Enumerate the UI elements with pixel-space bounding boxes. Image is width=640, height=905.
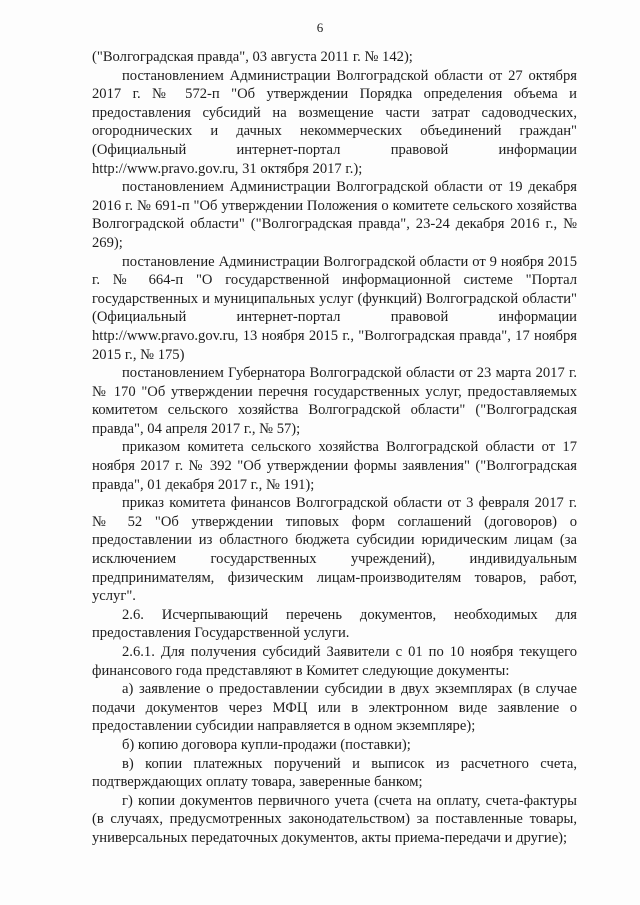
list-item-g: г) копии документов первичного учета (счета на оплату, счета-фактуры (в случаях, предусмотренных законодательством) за поставленные товары, универсальных передаточных документов, акты приема-передачи и другие);: [92, 792, 577, 846]
paragraph-governor-resolution-170: постановлением Губернатора Волгоградской области от 23 марта 2017 г. № 170 "Об утверждении перечня государственных услуг, предоставляемых комитетом сельского хозяйства Волгоградской области" ("Волгоградская правда", 04 апреля 2017 г., № 57);: [92, 365, 577, 437]
paragraph-source-citation: ("Волгоградская правда", 03 августа 2011 г. № 142);: [92, 49, 413, 65]
paragraph-order-52: приказ комитета финансов Волгоградской области от 3 февраля 2017 г. № 52 "Об утверждении типовых форм соглашений (договоров) о предоставлении из областного бюджета субсидии юридическим лицам (за исключением государственных учреждений), индивидуальным предпринимателям, физическим лицам-производителям товаров, работ, услуг".: [92, 495, 577, 605]
document-body: [92, 48, 577, 848]
list-item-v: в) копии платежных поручений и выписок из расчетного счета, подтверждающих оплату товара, заверенные банком;: [92, 755, 577, 791]
paragraph-section-2-6: 2.6. Исчерпывающий перечень документов, необходимых для предоставления Государственной услуги.: [92, 606, 577, 642]
paragraph-resolution-691: постановлением Администрации Волгоградской области от 19 декабря 2016 г. № 691-п "Об утверждении Положения о комитете сельского хозяйства Волгоградской области" ("Волгоградская правда", 23-24 декабря 2016 г., № 269);: [92, 179, 577, 251]
page-number: 6: [316, 20, 324, 35]
paragraph-resolution-572: постановлением Администрации Волгоградской области от 27 октября 2017 г. № 572-п "Об утверждении Порядка определения объема и предоставления субсидий на возмещение части затрат садоводческих, огороднических и дачных некоммерческих объединений граждан" (Официальный интернет-портал правовой информации http://www.pravo.gov.ru, 31 октября 2017 г.);: [92, 67, 577, 177]
paragraph-order-392: приказом комитета сельского хозяйства Волгоградской области от 17 ноября 2017 г. № 392 "Об утверждении формы заявления" ("Волгоградская правда", 01 декабря 2017 г., № 191);: [92, 439, 577, 493]
list-item-b: б) копию договора купли-продажи (поставки);: [122, 736, 411, 753]
paragraph-resolution-664: постановление Администрации Волгоградской области от 9 ноября 2015 г. № 664-п "О государственной информационной системе "Портал государственных и муниципальных услуг (функций) Волгоградской области" (Официальный интернет-портал правовой информации http://www.pravo.gov.ru, 13 ноября 2015 г., "Волгоградская правда", 17 ноября 2015 г., № 175): [92, 253, 577, 363]
paragraph-section-2-6-1: 2.6.1. Для получения субсидий Заявители с 01 по 10 ноября текущего финансового года представляют в Комитет следующие документы:: [92, 644, 577, 679]
list-item-a: а) заявление о предоставлении субсидии в двух экземплярах (в случае подачи документов через МФЦ или в электронном виде заявление о предоставлении субсидии направляется в одном экземпляре);: [92, 681, 577, 735]
